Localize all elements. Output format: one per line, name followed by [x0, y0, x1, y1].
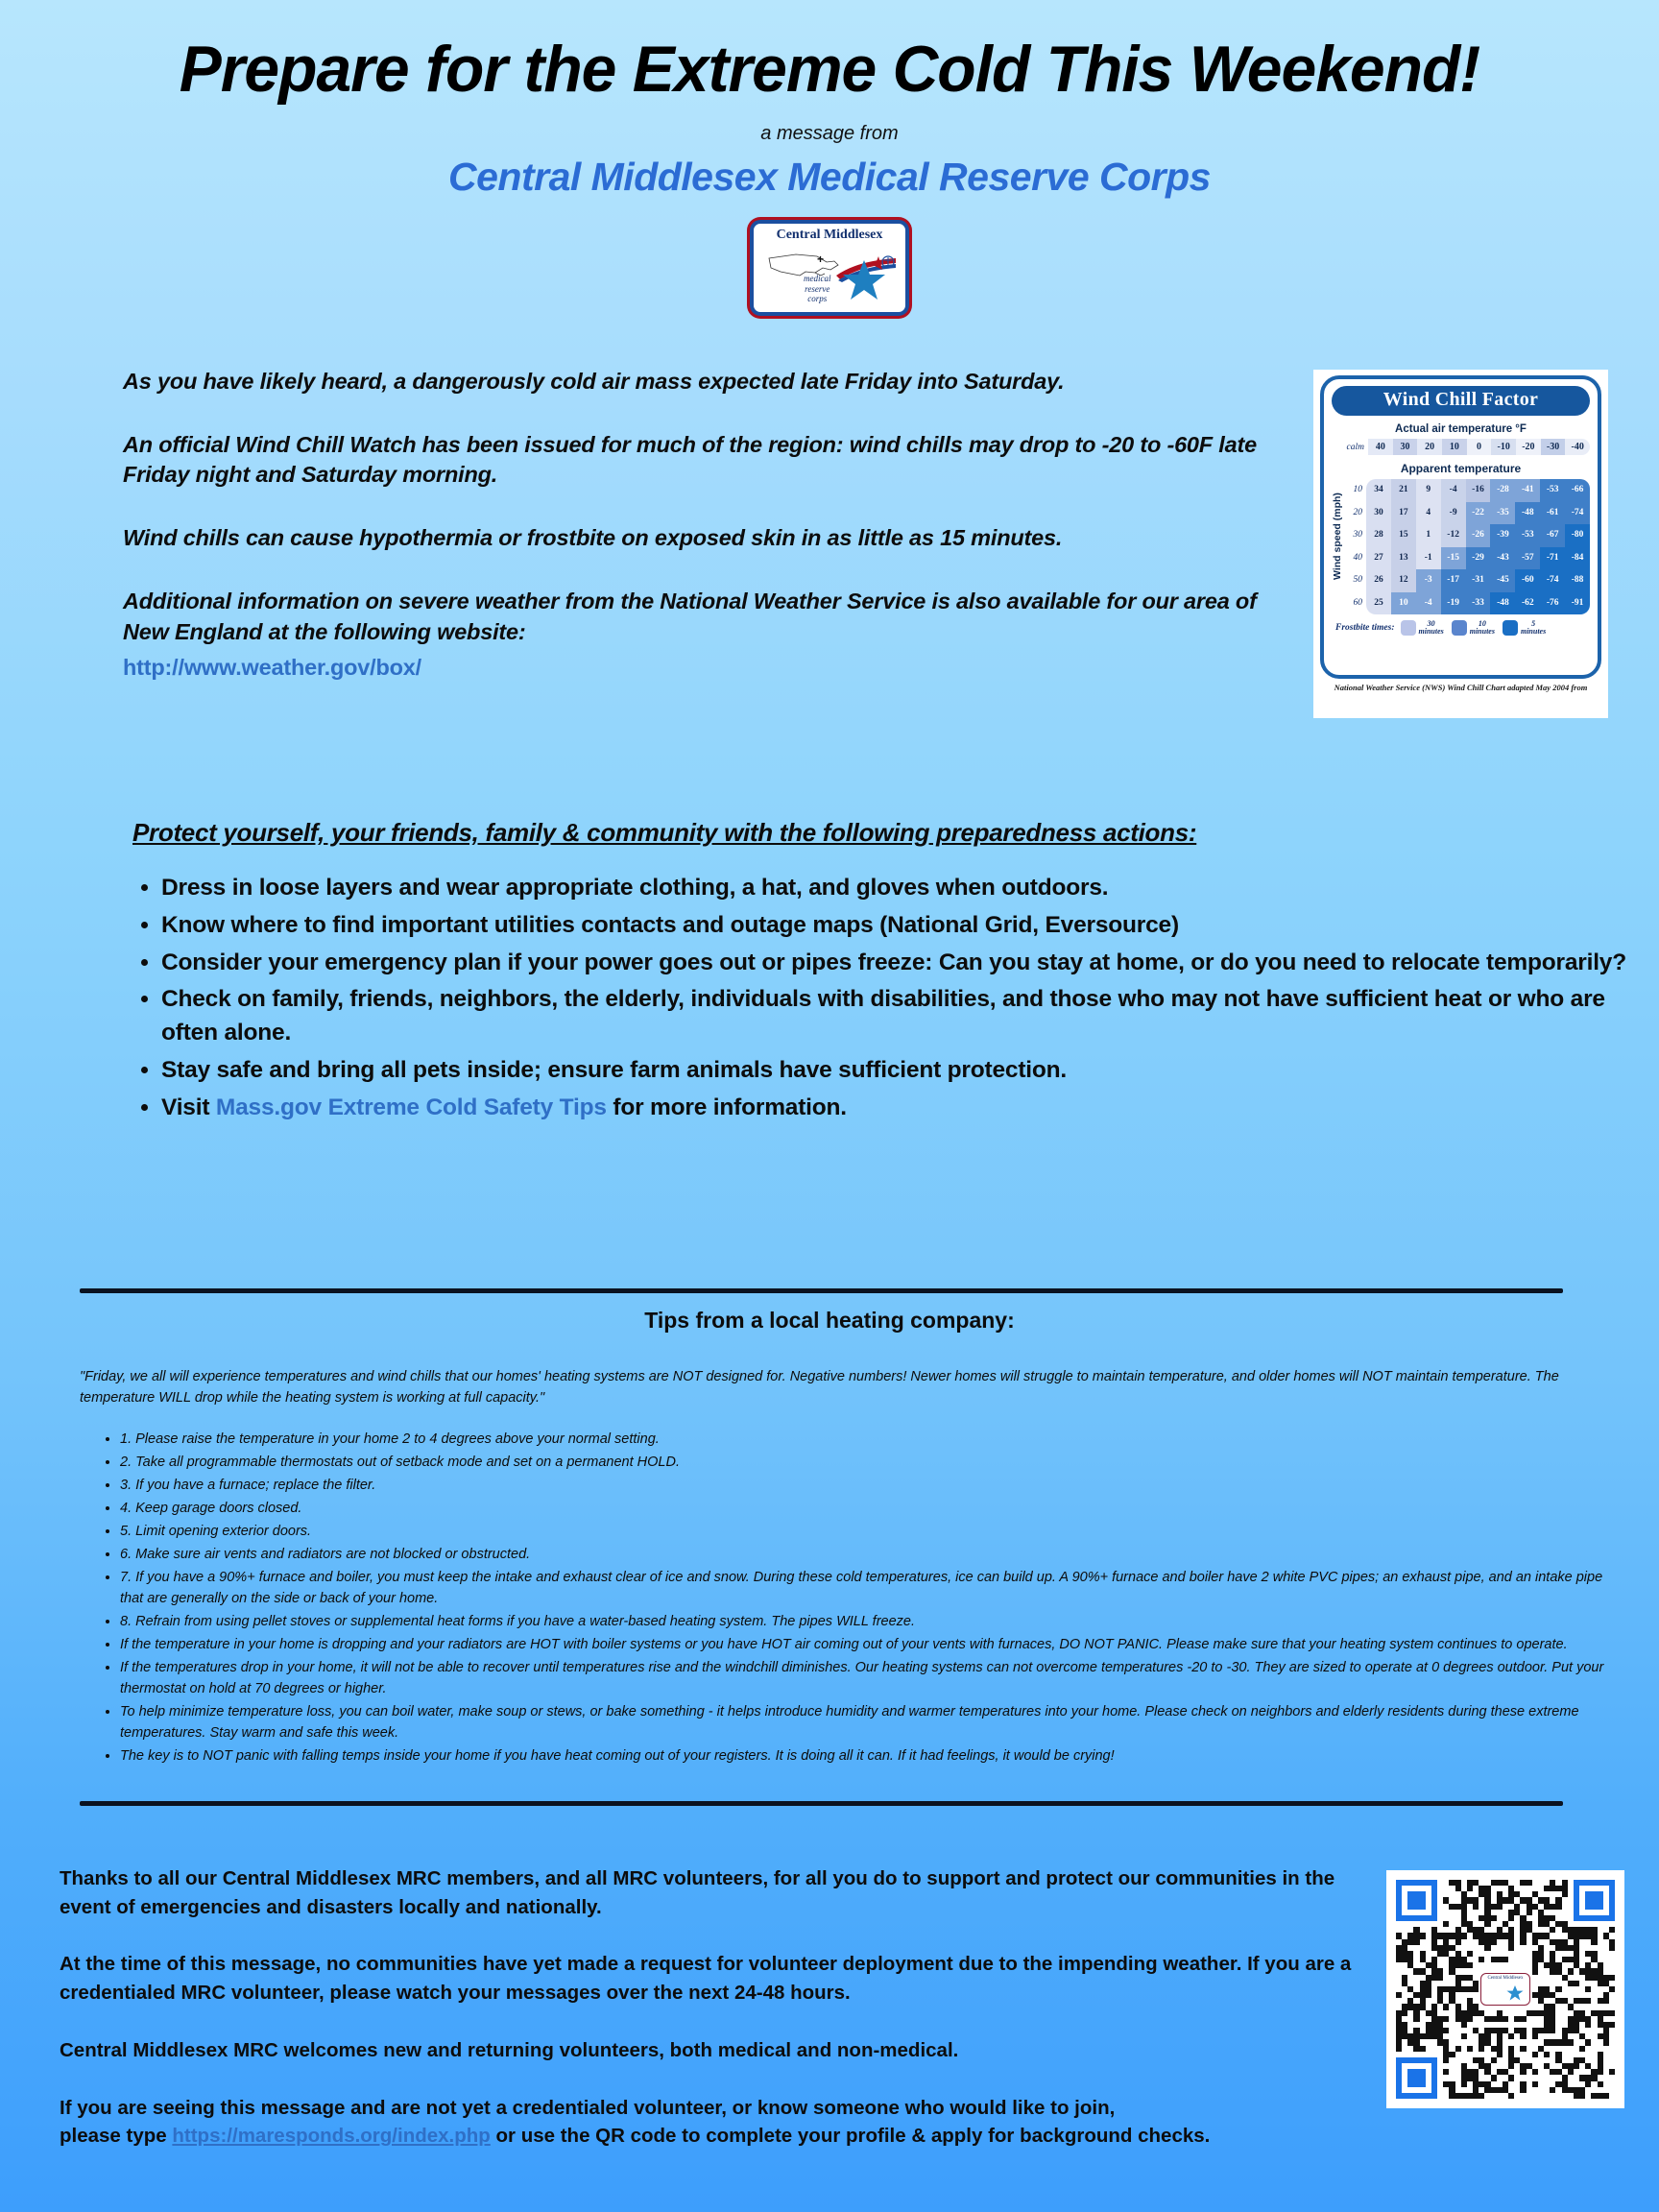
visit-prefix: Visit	[161, 1094, 216, 1120]
preparedness-item: • Consider your emergency plan if your power goes out or pipes freeze: Can you stay at home, or do you need to relocate temporarily?	[161, 947, 1640, 980]
wind-chill-cell: 17	[1391, 502, 1416, 525]
qr-module	[1443, 2069, 1449, 2075]
qr-module	[1426, 1992, 1431, 1998]
qr-module	[1396, 2046, 1402, 2052]
wind-chill-cell: -76	[1540, 592, 1565, 615]
wind-chill-temp-header-row	[1332, 439, 1590, 455]
qr-module	[1443, 2057, 1449, 2063]
wind-chill-row-label: 20	[1353, 507, 1362, 517]
wind-chill-cell: -4	[1416, 592, 1441, 615]
preparedness-item: • Dress in loose layers and wear appropriate clothing, a hat, and gloves when outdoors.	[161, 872, 1640, 905]
qr-center-logo	[1480, 1973, 1530, 2006]
qr-module	[1467, 1951, 1473, 1957]
qr-module	[1461, 1933, 1467, 1938]
visit-suffix: for more information.	[606, 1094, 847, 1120]
legend-minutes-unit: minutes	[1418, 627, 1444, 637]
qr-module	[1413, 2016, 1419, 2022]
qr-module	[1443, 1921, 1449, 1927]
wind-chill-chart	[1313, 370, 1608, 718]
qr-module	[1491, 2057, 1497, 2063]
qr-module	[1479, 2046, 1484, 2052]
qr-module	[1420, 1933, 1426, 1938]
qr-module	[1461, 2022, 1467, 2028]
wind-chill-row-label: 10	[1353, 485, 1362, 494]
wind-chill-cell: 27	[1366, 547, 1391, 570]
qr-module	[1461, 2033, 1467, 2039]
heating-tip-item: • 6. Make sure air vents and radiators are not blocked or obstructed.	[120, 1544, 1618, 1565]
wind-chill-cell: -16	[1466, 479, 1491, 502]
wind-chill-title: Wind Chill Factor	[1332, 386, 1590, 416]
wind-chill-legend-swatch	[1452, 620, 1467, 636]
qr-module	[1603, 2093, 1609, 2099]
wind-chill-cell: -74	[1540, 569, 1565, 592]
wind-chill-temp-header-cell: 0	[1467, 439, 1492, 455]
wind-chill-legend-text	[1419, 620, 1444, 637]
wind-chill-cell: -4	[1441, 479, 1466, 502]
wind-chill-section-label: Apparent temperature	[1400, 462, 1522, 475]
qr-module	[1520, 2046, 1526, 2052]
wind-chill-temp-header-cell: 20	[1417, 439, 1442, 455]
qr-module	[1550, 2028, 1555, 2033]
mrc-logo	[747, 217, 912, 319]
wind-chill-cell: -33	[1466, 592, 1491, 615]
wind-chill-cell: -28	[1490, 479, 1515, 502]
wind-chill-cell: 28	[1366, 524, 1391, 547]
qr-module	[1609, 1986, 1615, 1992]
wind-chill-legend-text	[1521, 620, 1546, 637]
qr-module	[1585, 2039, 1591, 2045]
massgov-safety-tips-link[interactable]: Mass.gov Extreme Cold Safety Tips	[215, 1094, 607, 1120]
qr-logo-title: Central Middlesex	[1487, 1976, 1524, 1981]
wind-chill-cell: -39	[1490, 524, 1515, 547]
qr-module	[1497, 1904, 1503, 1910]
wind-chill-cell: -17	[1441, 569, 1466, 592]
heating-tip-item: • To help minimize temperature loss, you can boil water, make soup or stews, or bake something - it helps introduce humidity and warmer temperatures into your home. Please check on neighbors and elderly residents during these extreme temperatures. Stay warm and safe this week.	[120, 1701, 1618, 1743]
logo-sub-line-3: corps	[807, 294, 828, 304]
wind-chill-row-label: 50	[1353, 575, 1362, 585]
wind-chill-cell: -26	[1466, 524, 1491, 547]
wind-chill-data-grid	[1366, 479, 1590, 614]
wind-chill-row-label: 30	[1353, 530, 1362, 540]
qr-module	[1473, 1986, 1479, 1992]
heating-tip-item: • 5. Limit opening exterior doors.	[120, 1521, 1618, 1542]
footer-join-line: If you are seeing this message and are not yet a credentialed volunteer, or know someone who would like to join,	[60, 2096, 1116, 2119]
wind-chill-cell: 13	[1391, 547, 1416, 570]
wind-chill-cell: -29	[1466, 547, 1491, 570]
heating-tip-item: • The key is to NOT panic with falling temps inside your home if you have heat coming out of your registers. It is doing all it can. If it had feelings, it would be crying!	[120, 1745, 1618, 1767]
qr-module	[1532, 1968, 1538, 1974]
qr-module	[1503, 2016, 1508, 2022]
wind-chill-legend-text	[1470, 620, 1495, 637]
wind-chill-cell: -88	[1565, 569, 1590, 592]
wind-chill-cell: -31	[1466, 569, 1491, 592]
heating-tips-list	[80, 1429, 1618, 1768]
qr-module	[1520, 2033, 1526, 2039]
wind-chill-cell: 34	[1366, 479, 1391, 502]
organization-name: Central Middlesex Medical Reserve Corps	[448, 155, 1211, 199]
cross-marker-icon: +	[817, 252, 825, 266]
preparedness-item: • Stay safe and bring all pets inside; ensure farm animals have sufficient protection.	[161, 1054, 1640, 1088]
wind-chill-cell: -53	[1540, 479, 1565, 502]
legend-minutes-value: 10	[1478, 619, 1486, 628]
wind-chill-cell: -15	[1441, 547, 1466, 570]
qr-module	[1527, 1910, 1532, 1915]
qr-module	[1603, 1998, 1609, 2004]
qr-module	[1484, 1921, 1490, 1927]
wind-chill-cell: -43	[1490, 547, 1515, 570]
wind-chill-row-label: 60	[1353, 597, 1362, 608]
qr-module	[1479, 2093, 1484, 2099]
qr-module	[1579, 2046, 1585, 2052]
qr-module	[1562, 1891, 1568, 1897]
wind-chill-cell: -60	[1515, 569, 1540, 592]
wind-chill-cell: -66	[1565, 479, 1590, 502]
divider-bottom	[80, 1801, 1563, 1806]
qr-module	[1467, 1962, 1473, 1968]
wind-chill-cell: 9	[1416, 479, 1441, 502]
wind-chill-cell: -61	[1540, 502, 1565, 525]
footer-block	[60, 1864, 1384, 2179]
qr-module	[1443, 2016, 1449, 2022]
wind-chill-cell: 12	[1391, 569, 1416, 592]
wind-chill-cell: 30	[1366, 502, 1391, 525]
wind-chill-temp-header-cell: 10	[1442, 439, 1467, 455]
wind-chill-cell: -12	[1441, 524, 1466, 547]
qr-module	[1520, 1939, 1526, 1945]
preparedness-item: • Check on family, friends, neighbors, the elderly, individuals with disabilities, and those who may not have sufficient heat or who are often alone.	[161, 983, 1640, 1050]
intro-paragraph-1: As you have likely heard, a dangerously cold air mass expected late Friday into Saturday.	[123, 369, 1065, 394]
wind-chill-cell: -35	[1490, 502, 1515, 525]
wind-chill-row	[1366, 569, 1590, 592]
qr-finder-center	[1407, 2069, 1425, 2086]
wind-chill-cell: -9	[1441, 502, 1466, 525]
wind-chill-row	[1366, 479, 1590, 502]
wind-chill-cell: -62	[1515, 592, 1540, 615]
wind-chill-cell: -80	[1565, 524, 1590, 547]
wind-chill-cell: -3	[1416, 569, 1441, 592]
footer-paragraph-1: Thanks to all our Central Middlesex MRC members, and all MRC volunteers, for all you do to support and protect our communities in the event of emergencies and disasters locally and nationally.	[60, 1867, 1335, 1918]
preparedness-item: • Know where to find important utilities contacts and outage maps (National Grid, Eversource)	[161, 909, 1640, 943]
qr-module	[1520, 2069, 1526, 2075]
heating-tip-item: • 4. Keep garage doors closed.	[120, 1498, 1618, 1519]
qr-module	[1568, 1968, 1574, 1974]
wind-chill-row	[1366, 524, 1590, 547]
wind-chill-cell: 21	[1391, 479, 1416, 502]
footer-please-type: please type	[60, 2125, 173, 2148]
heating-tips-quote: "Friday, we all will experience temperatures and wind chills that our homes' heating systems are NOT designed for. Negative numbers! Newer homes will struggle to maintain temperature, and older homes will NOT maintain temperature. The temperature WILL drop while the heating system is working at full capacity."	[80, 1369, 1559, 1406]
qr-module	[1532, 2033, 1538, 2039]
qr-canvas	[1396, 1880, 1615, 2099]
wind-chill-cell: -74	[1565, 502, 1590, 525]
qr-logo-star-icon	[1506, 1984, 1524, 2002]
qr-module	[1609, 1975, 1615, 1981]
intro-paragraph-3: Wind chills can cause hypothermia or frostbite on exposed skin in as little as 15 minutes.	[123, 525, 1063, 551]
wind-chill-cell: -67	[1540, 524, 1565, 547]
qr-finder-center	[1407, 1891, 1425, 1909]
qr-module	[1467, 2046, 1473, 2052]
qr-module	[1443, 2028, 1449, 2033]
wind-chill-legend-label: Frostbite times:	[1335, 623, 1395, 634]
qr-module	[1598, 2069, 1603, 2075]
wind-chill-cell: -48	[1515, 502, 1540, 525]
wind-chill-row	[1366, 592, 1590, 615]
heating-tip-item: • If the temperatures drop in your home, it will not be able to recover until temperatures rise and the windchill diminishes. Our heating systems can not overcome temperatures -20 to -30. They are sized to operate at 0 degrees outdoor. Put your thermostat on hold at 70 degrees or higher.	[120, 1657, 1618, 1699]
qr-module	[1520, 2016, 1526, 2022]
qr-module	[1532, 2081, 1538, 2087]
wind-chill-footnote: National Weather Service (NWS) Wind Chill Chart adapted May 2004 from	[1334, 683, 1588, 692]
qr-module	[1455, 2046, 1461, 2052]
qr-module	[1508, 2033, 1514, 2039]
qr-module	[1461, 2081, 1467, 2087]
footer-qr-suffix: or use the QR code to complete your profile & apply for background checks.	[490, 2125, 1211, 2148]
wind-chill-cell: -71	[1540, 547, 1565, 570]
wind-chill-cell: -48	[1490, 592, 1515, 615]
qr-module	[1508, 2093, 1514, 2099]
wind-chill-cell: -45	[1490, 569, 1515, 592]
qr-module	[1532, 2052, 1538, 2057]
wind-chill-cell: 1	[1416, 524, 1441, 547]
preparedness-heading: Protect yourself, your friends, family & community with the following preparedness actions:	[132, 818, 1197, 847]
qr-module	[1609, 1945, 1615, 1951]
qr-module	[1585, 1998, 1591, 2004]
qr-module	[1598, 2081, 1603, 2087]
qr-module	[1396, 1992, 1402, 1998]
qr-module	[1532, 2069, 1538, 2075]
wind-chill-temp-header-cell: 40	[1368, 439, 1393, 455]
wind-chill-cell: -22	[1466, 502, 1491, 525]
wind-chill-cell: -91	[1565, 592, 1590, 615]
intro-text-block	[123, 367, 1280, 681]
wind-chill-row	[1366, 547, 1590, 570]
qr-module	[1555, 1986, 1561, 1992]
qr-module	[1479, 1957, 1484, 1962]
qr-module	[1609, 1927, 1615, 1933]
wind-chill-row-label: 40	[1353, 552, 1362, 563]
wind-chill-legend-item	[1503, 620, 1546, 637]
heating-tip-item: • 7. If you have a 90%+ furnace and boiler, you must keep the intake and exhaust clear of ice and snow. During these cold temperatures, ice can build up. A 90%+ furnace and boiler have 2 white PVC pipes; an exhaust pipe, and an intake pipe that are generally on the side or back of your home.	[120, 1567, 1618, 1609]
wind-chill-temp-header-cell: -20	[1516, 439, 1541, 455]
wind-chill-cell: 4	[1416, 502, 1441, 525]
logo-title-text: Central Middlesex	[776, 228, 883, 242]
heating-tip-item: • 8. Refrain from using pellet stoves or supplemental heat forms if you have a water-based heating system. The pipes WILL freeze.	[120, 1611, 1618, 1632]
message-from-label: a message from	[760, 123, 899, 144]
wind-chill-calm-label: calm	[1346, 442, 1364, 452]
qr-module	[1437, 1975, 1443, 1981]
wind-chill-axis-label-y: Wind speed (mph)	[1332, 493, 1343, 580]
qr-code[interactable]	[1386, 1870, 1624, 2108]
wind-chill-temp-header-cell: 30	[1393, 439, 1418, 455]
logo-sub-line-1: medical	[804, 274, 831, 284]
wind-chill-legend	[1332, 620, 1590, 637]
wind-chill-row-labels	[1345, 479, 1366, 614]
wind-chill-grid-wrapper	[1332, 479, 1590, 614]
wind-chill-frame	[1320, 375, 1601, 679]
qr-module	[1520, 2087, 1526, 2093]
wind-chill-cell: 15	[1391, 524, 1416, 547]
qr-module	[1527, 1880, 1532, 1886]
wind-chill-cell: -57	[1515, 547, 1540, 570]
qr-module	[1555, 1904, 1561, 1910]
qr-module	[1574, 1981, 1579, 1986]
qr-module	[1473, 1904, 1479, 1910]
wind-chill-legend-swatch	[1401, 620, 1416, 636]
wind-chill-legend-swatch	[1503, 620, 1518, 636]
qr-module	[1609, 2069, 1615, 2075]
qr-module	[1508, 1915, 1514, 1921]
qr-module	[1609, 2010, 1615, 2016]
divider-top	[80, 1288, 1563, 1293]
wind-chill-temp-header-cell: -30	[1541, 439, 1566, 455]
mrc-logo-inner	[750, 220, 909, 316]
qr-module	[1467, 1886, 1473, 1891]
wind-chill-cell: -41	[1515, 479, 1540, 502]
wind-chill-cell: 10	[1391, 592, 1416, 615]
qr-module	[1455, 1939, 1461, 1945]
wind-chill-cell: 25	[1366, 592, 1391, 615]
preparedness-list	[104, 872, 1640, 1128]
qr-module	[1603, 2039, 1609, 2045]
qr-module	[1413, 1939, 1419, 1945]
qr-module	[1585, 2081, 1591, 2087]
footer-paragraph-3: Central Middlesex MRC welcomes new and returning volunteers, both medical and non-medical.	[60, 2038, 959, 2061]
qr-module	[1491, 1915, 1497, 1921]
logo-subtitle	[804, 274, 831, 304]
qr-module	[1497, 2052, 1503, 2057]
wind-chill-legend-item	[1401, 620, 1444, 637]
star-icon	[842, 258, 886, 302]
wind-chill-cell: -19	[1441, 592, 1466, 615]
qr-module	[1484, 1945, 1490, 1951]
qr-module	[1420, 2046, 1426, 2052]
qr-module	[1579, 2093, 1585, 2099]
wind-chill-axis-label-x: Actual air temperature °F	[1395, 423, 1527, 435]
wind-chill-legend-item	[1452, 620, 1495, 637]
qr-finder-center	[1585, 1891, 1602, 1909]
heating-tip-item: • 1. Please raise the temperature in your home 2 to 4 degrees above your normal setting.	[120, 1429, 1618, 1450]
heating-tip-item: • 2. Take all programmable thermostats out of setback mode and set on a permanent HOLD.	[120, 1452, 1618, 1473]
qr-module	[1550, 1927, 1555, 1933]
qr-module	[1568, 2069, 1574, 2075]
qr-module	[1568, 2039, 1574, 2045]
wind-chill-cell: 26	[1366, 569, 1391, 592]
qr-module	[1491, 2075, 1497, 2080]
page-title: Prepare for the Extreme Cold This Weekend!	[179, 33, 1480, 106]
legend-minutes-value: 5	[1531, 619, 1536, 628]
qr-module	[1585, 1986, 1591, 1992]
qr-module	[1550, 2087, 1555, 2093]
legend-minutes-value: 30	[1427, 619, 1435, 628]
qr-module	[1508, 2063, 1514, 2069]
intro-paragraph-2: An official Wind Chill Watch has been issued for much of the region: wind chills may drop to -20 to -60F late Friday night and Saturday morning.	[123, 431, 1257, 488]
wind-chill-cell: -53	[1515, 524, 1540, 547]
heating-tip-item: • 3. If you have a furnace; replace the filter.	[120, 1475, 1618, 1496]
qr-module	[1443, 2004, 1449, 2009]
wind-chill-cell: -84	[1565, 547, 1590, 570]
qr-module	[1503, 1957, 1508, 1962]
wind-chill-temp-header-cell: -10	[1491, 439, 1516, 455]
qr-module	[1574, 2063, 1579, 2069]
qr-module	[1491, 1939, 1497, 1945]
heating-tip-item: • If the temperature in your home is dropping and your radiators are HOT with boiler systems or you have HOT air coming out of your vents with furnaces, DO NOT PANIC. Please make sure that your heating system continues to operate.	[120, 1634, 1618, 1655]
footer-paragraph-4	[60, 2094, 1384, 2151]
wind-chill-cell: -1	[1416, 547, 1441, 570]
qr-module	[1467, 2016, 1473, 2022]
preparedness-item-visit	[161, 1092, 1640, 1125]
qr-module	[1402, 2010, 1407, 2016]
qr-module	[1449, 2052, 1455, 2057]
legend-minutes-unit: minutes	[1520, 627, 1547, 637]
logo-container	[0, 217, 1659, 319]
wind-chill-row	[1366, 502, 1590, 525]
qr-module	[1609, 2022, 1615, 2028]
wind-chill-temp-header-cell: -40	[1565, 439, 1590, 455]
legend-minutes-unit: minutes	[1469, 627, 1495, 637]
qr-module	[1508, 1945, 1514, 1951]
qr-module	[1591, 1939, 1597, 1945]
qr-module	[1544, 2052, 1550, 2057]
qr-module	[1585, 2022, 1591, 2028]
maresponds-link[interactable]: https://maresponds.org/index.php	[172, 2125, 491, 2148]
qr-module	[1508, 2075, 1514, 2080]
logo-sub-line-2: reserve	[805, 283, 830, 294]
weather-gov-link[interactable]: http://www.weather.gov/box/	[123, 655, 422, 681]
footer-paragraph-2: At the time of this message, no communities have yet made a request for volunteer deployment due to the impending weather. If you are a credentialed MRC volunteer, please watch your messages over the next 24-48 hours.	[60, 1953, 1352, 2005]
intro-paragraph-4: Additional information on severe weather from the National Weather Service is also available for our area of New England at the following website:	[123, 588, 1257, 644]
heating-tips-heading: Tips from a local heating company:	[644, 1308, 1015, 1333]
